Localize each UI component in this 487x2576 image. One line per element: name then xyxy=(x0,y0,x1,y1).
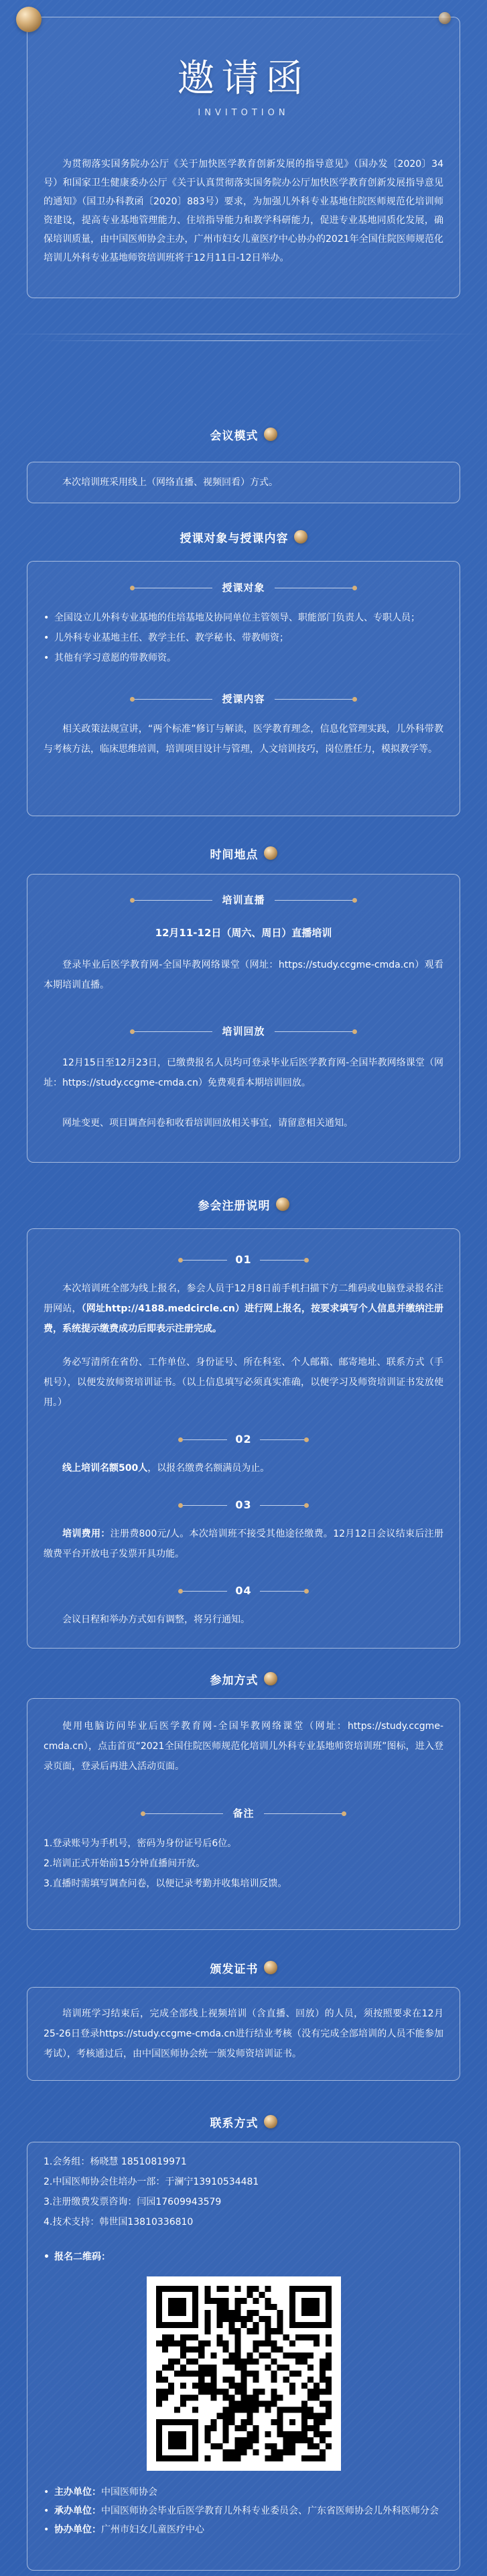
divider xyxy=(180,1505,227,1506)
divider xyxy=(264,1813,344,1814)
organizer-label: 主办单位： xyxy=(54,2487,101,2498)
section-title-text: 联系方式 xyxy=(210,2116,259,2130)
section-title-contact xyxy=(0,2111,487,2132)
divider xyxy=(260,1591,307,1592)
registration-text-bold: 培训费用： xyxy=(62,1529,111,1539)
gold-orb-icon xyxy=(276,1198,289,1211)
replay-text: 12月15日至12月23日，已缴费报名人员均可登录毕业后医学教育网-全国毕教网络课堂（网址：https://study.ccgme-cmda.cn）免费观看本期培训回放。 xyxy=(44,1057,443,1088)
invitation-header xyxy=(27,17,460,298)
time-box xyxy=(27,874,460,1163)
divider xyxy=(275,1031,355,1032)
mode-box xyxy=(27,462,460,503)
mode-text: 本次培训班采用线上（网络直播、视频回看）方式。 xyxy=(62,477,278,488)
qr-label-list xyxy=(44,2247,443,2267)
target-list xyxy=(44,608,443,668)
content-text: 相关政策法规宣讲，“两个标准”修订与解读，医学教育理念，信息化管理实践，儿外科带教与考核方法，临床思维培训，培训项目设计与管理，人文培训技巧，岗位胜任力，模拟教学等。 xyxy=(44,724,443,755)
divider xyxy=(180,1591,227,1592)
qr-code xyxy=(147,2276,341,2471)
step-number-text: 01 xyxy=(235,1253,252,1266)
contact-list xyxy=(44,2152,443,2232)
divider xyxy=(40,340,447,341)
registration-step-04-text: 会议日程和举办方式如有调整，将另行通知。 xyxy=(62,1614,250,1625)
replay-note: 网址变更、项目调查问卷和收看培训回放相关事宜，请留意相关通知。 xyxy=(62,1118,353,1129)
subheader-text: 备注 xyxy=(232,1807,255,1819)
subheader-notes xyxy=(44,1803,443,1824)
registration-text: ，以报名缴费名额满员为止。 xyxy=(147,1463,270,1474)
gold-orb-icon xyxy=(264,1672,277,1685)
contact-item: 2.中国医师协会住培办一部：于澜宁13910534481 xyxy=(44,2177,259,2187)
organizer-value: 中国医师协会 xyxy=(101,2487,157,2498)
organizer-undertaker xyxy=(44,2502,443,2520)
registration-box xyxy=(27,1228,460,1649)
note-item: 2.培训正式开始前15分钟直播间开放。 xyxy=(44,1858,206,1869)
step-number-04 xyxy=(44,1580,443,1602)
list-item: • 儿外科专业基地主任、教学主任、教学秘书、带教师资； xyxy=(44,628,443,648)
divider xyxy=(132,1031,212,1032)
subheader-text: 授课对象 xyxy=(222,582,265,594)
subheader-text: 培训回放 xyxy=(222,1025,265,1037)
organizer-host xyxy=(44,2483,443,2502)
registration-step-02-text xyxy=(44,1458,443,1478)
gold-orb-icon xyxy=(16,7,42,32)
step-number-03 xyxy=(44,1494,443,1516)
join-box xyxy=(27,1698,460,1930)
subheader-text: 授课内容 xyxy=(222,693,265,705)
divider xyxy=(180,1260,227,1261)
organizer-value: 广州市妇女儿童医疗中心 xyxy=(101,2524,204,2535)
organizer-list xyxy=(44,2483,443,2539)
gold-orb-icon xyxy=(264,846,277,860)
registration-step-01-note: 务必写清所在省份、工作单位、身份证号、所在科室、个人邮箱、邮寄地址、联系方式（手机号），以便发放师资培训证书。（以上信息填写必须真实准确，以便学习及师资培训证书发放使用。） xyxy=(44,1357,443,1408)
section-title-text: 会议模式 xyxy=(210,429,259,443)
section-title-mode xyxy=(0,424,487,445)
divider xyxy=(132,699,212,700)
section-title-text: 时间地点 xyxy=(210,848,259,862)
qr-modules xyxy=(156,2286,332,2461)
page-title: 邀请函 xyxy=(177,57,310,101)
gold-orb-icon xyxy=(264,1961,277,1974)
step-number-02 xyxy=(44,1429,443,1450)
registration-text-bold: 线上培训名额500人 xyxy=(62,1463,148,1474)
divider xyxy=(180,1439,227,1440)
note-item: 1.登录账号为手机号，密码为身份证号后6位。 xyxy=(44,1838,237,1849)
organizer-label: 协办单位： xyxy=(54,2524,101,2535)
qr-code-image xyxy=(156,2286,332,2461)
gold-orb-icon xyxy=(439,12,451,24)
registration-text: 注册费800元/人。本次培训班不接受其他途径缴费。12月12日会议结束后注册缴费平台开放电子发票开具功能。 xyxy=(44,1529,443,1559)
section-title-audience xyxy=(0,526,487,548)
section-title-text: 参会注册说明 xyxy=(198,1199,271,1213)
organizer-co-host xyxy=(44,2520,443,2539)
notes-list xyxy=(44,1833,443,1894)
gold-orb-icon xyxy=(264,428,277,441)
section-title-certificate xyxy=(0,1957,487,1978)
divider xyxy=(143,1813,223,1814)
divider xyxy=(260,1439,307,1440)
divider xyxy=(132,900,212,901)
note-item: 3.直播时需填写调查问卷，以便记录考勤并收集培训反馈。 xyxy=(44,1878,287,1889)
certificate-text: 培训班学习结束后，完成全部线上视频培训（含直播、回放）的人员，须按照要求在12月25-26日登录https://study.ccgme-cmda.cn进行结业考核（没有完成全部培训的人员不能参加考试），考核通过后，由中国医师协会统一颁发师资培训证书。 xyxy=(44,2008,443,2059)
subheader-replay xyxy=(44,1021,443,1042)
registration-text: 本次培训班全部为线上报名，参会人员于12月8日前手机扫描下方二维码或电脑登录报名注册网站， xyxy=(44,1283,443,1314)
live-text: 登录毕业后医学教育网-全国毕教网络课堂（网址：https://study.ccgme-cmda.cn）观看本期培训直播。 xyxy=(44,960,443,990)
divider xyxy=(260,1260,307,1261)
list-item: • 其他有学习意愿的带教师资。 xyxy=(44,648,443,668)
contact-item: 1.会务组：杨晓慧 18510819971 xyxy=(44,2156,187,2167)
contact-item: 4.技术支持：韩世国13810336810 xyxy=(44,2217,194,2228)
organizer-label: 承办单位： xyxy=(54,2506,101,2516)
gold-orb-icon xyxy=(294,530,307,543)
list-item: • 全国设立儿外科专业基地的住培基地及协同单位主管领导、职能部门负责人、专职人员； xyxy=(44,608,443,628)
divider xyxy=(275,699,355,700)
section-title-text: 授课对象与授课内容 xyxy=(180,531,289,545)
section-title-time xyxy=(0,842,487,864)
subheader-live xyxy=(44,889,443,911)
registration-step-01-text xyxy=(44,1279,443,1339)
divider xyxy=(260,1505,307,1506)
subheader-target xyxy=(44,577,443,598)
contact-item: 3.注册缴费发票咨询：闫园17609943579 xyxy=(44,2197,222,2207)
organizer-value: 中国医师协会毕业后医学教育儿外科专业委员会、广东省医师协会儿外科医师分会 xyxy=(101,2506,439,2516)
section-title-registration xyxy=(0,1194,487,1215)
step-number-01 xyxy=(44,1249,443,1271)
contact-box xyxy=(27,2142,460,2571)
gold-orb-icon xyxy=(264,2115,277,2128)
divider xyxy=(275,900,355,901)
qr-label: • 报名二维码： xyxy=(44,2247,443,2267)
step-number-text: 02 xyxy=(235,1433,252,1445)
subheader-content xyxy=(44,688,443,710)
page-subtitle: INVITOTION xyxy=(198,108,289,118)
section-title-text: 颁发证书 xyxy=(210,1962,259,1976)
intro-paragraph: 为贯彻落实国务院办公厅《关于加快医学教育创新发展的指导意见》（国办发〔2020〕34号）和国家卫生健康委办公厅《关于认真贯彻落实国务院办公厅加快医学教育创新发展指导意见的通知》（国卫办科教函〔2020〕883号）要求，为加强儿外科专业基地住院医师规范化培训师资建设，提高专业基地管理能力、住培指导能力和教学科研能力，促进专业基地同质化发展，确保培训质量，由中国医师协会主办，广州市妇女儿童医疗中心协办的2021年全国住院医师规范化培训儿外科专业基地师资培训班将于12月11日-12日举办。 xyxy=(44,159,443,263)
live-date: 12月11-12日（周六、周日）直播培训 xyxy=(155,927,332,939)
join-text: 使用电脑访问毕业后医学教育网-全国毕教网络课堂（网址：https://study.ccgme-cmda.cn），点击首页“2021全国住院医师规范化培训儿外科专业基地师资培训班”图标，进入登录页面，登录后再进入活动页面。 xyxy=(44,1721,443,1772)
section-title-join xyxy=(0,1668,487,1689)
audience-box xyxy=(27,561,460,816)
subheader-text: 培训直播 xyxy=(222,894,265,906)
step-number-text: 03 xyxy=(235,1498,252,1511)
certificate-box xyxy=(27,1987,460,2081)
registration-text-bold: （网址http://4188.medcircle.cn）进行网上报名，按要求填写个人信息并缴纳注册费，系统提示缴费成功后即表示注册完成。 xyxy=(44,1303,444,1334)
step-number-text: 04 xyxy=(235,1584,252,1597)
section-title-text: 参加方式 xyxy=(210,1673,259,1687)
registration-step-03-text xyxy=(44,1524,443,1564)
